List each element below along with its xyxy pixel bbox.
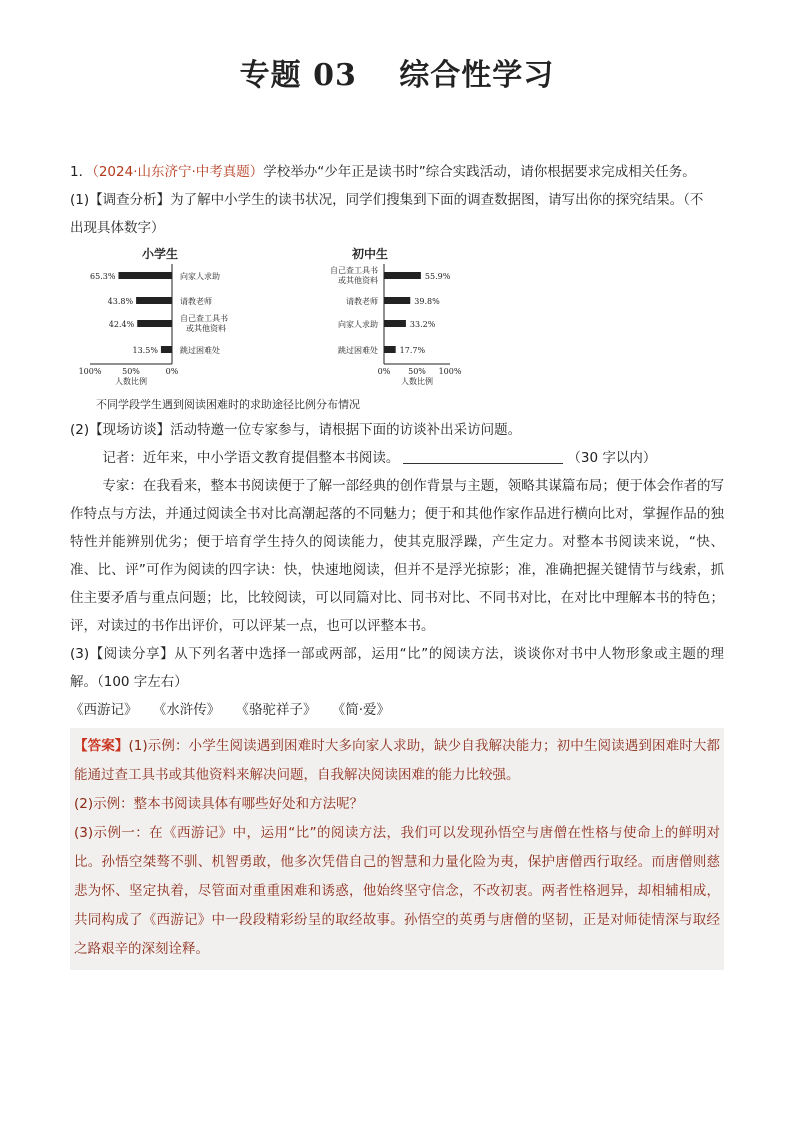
book-item: 《水浒传》	[159, 702, 221, 718]
expert-text: 专家：在我看来，整本书阅读便于了解一部经典的创作背景与主题，领略其谋篇布局；便于体会作者的写作特点与方法，并通过阅读全书对比高潮起落的不同魅力；便于和其他作家作品进行横向比对，掌握作品的独特性并能辨别优劣；便于培育学生持久的阅读能力，使其克服浮躁，产生定力。对整本书阅读来说，“快、准、比、评”可作为阅读的四字诀：快，快速地阅读，但并不是浮光掠影；准，准确把握关键情节与线索，抓住主要矛盾与重点问题；比，比较阅读，可以同篇对比、同书对比、不同书对比，在对比中理解本书的特色；评，对读过的书作出评价，可以评某一点，也可以评整本书。	[70, 478, 724, 634]
book-item: 《西游记》	[70, 702, 138, 718]
chart-title: 小学生	[141, 247, 179, 261]
reporter-text: 记者：近年来，中小学语文教育提倡整本书阅读。	[102, 450, 400, 466]
chart-value-label: 17.7%	[399, 346, 426, 355]
chart-value-label: 42.4%	[108, 320, 135, 329]
answer-3: (3)示例一：在《西游记》中，运用“比”的阅读方法，我们可以发现孙悟空与唐僧在性格与使命上的鲜明对比。孙悟空桀骜不驯、机智勇敢，他多次凭借自己的智慧和力量化险为夷，保护唐僧西行取经。而唐僧则慈悲为怀、坚定执着，尽管面对重重困难和诱惑，他始终坚守信念，不改初衷。两者性格迥异，却相辅相成，共同构成了《西游记》中一段段精彩纷呈的取经故事。孙悟空的英勇与唐僧的坚韧，正是对师徒情深与取经之路艰辛的深刻诠释。	[74, 825, 720, 957]
chart-category-label: 向家人求助	[338, 320, 378, 329]
chart-category-label: 或其他资料	[186, 324, 226, 333]
chart-bar	[161, 346, 172, 353]
reporter-line	[70, 444, 724, 472]
chart-category-label: 请教老师	[180, 297, 212, 306]
chart-tick-label: 100%	[78, 367, 102, 376]
chart-tick-label: 50%	[122, 367, 140, 376]
chart-title: 初中生	[351, 247, 389, 261]
chart-category-label: 自己查工具书	[330, 266, 378, 275]
chart-category-label: 自己查工具书	[180, 314, 228, 323]
book-list	[70, 696, 724, 724]
chart-bar	[384, 320, 406, 327]
chart-category-label: 跳过困难处	[338, 346, 378, 355]
answer-blank[interactable]	[403, 449, 563, 464]
part2-line	[70, 416, 724, 444]
chart-tick-label: 0%	[377, 367, 391, 376]
chart-category-label: 或其他资料	[338, 276, 378, 285]
chart-value-label: 39.8%	[414, 297, 440, 306]
answer-1-text: (1)示例：小学生阅读遇到困难时大多向家人求助，缺少自我解决能力；初中生阅读遇到困难时大都能通过查工具书或其他资料来解决问题，自我解决阅读困难的能力比较强。	[74, 738, 721, 783]
chart-bar	[137, 320, 172, 327]
part1-label: (1)【调查分析】	[70, 192, 171, 208]
part1-line-a	[70, 186, 724, 214]
book-item: 《骆驼祥子》	[242, 702, 317, 718]
answer-box	[70, 728, 724, 970]
part2-label: (2)【现场访谈】	[70, 422, 171, 438]
survey-charts	[70, 246, 724, 416]
chart-value-label: 13.5%	[132, 346, 158, 355]
chart-category-label: 跳过困难处	[180, 346, 220, 355]
chart-bar	[384, 297, 410, 304]
book-item: 《简·爱》	[338, 702, 391, 718]
chart-axis-label: 人数比例	[401, 377, 433, 386]
chart-tick-label: 0%	[165, 367, 179, 376]
chart-category-label: 请教老师	[346, 297, 378, 306]
chart-value-label: 33.2%	[409, 320, 436, 329]
part2-text: 活动特邀一位专家参与，请根据下面的访谈补出采访问题。	[170, 422, 522, 438]
part3-text: 从下列名著中选择一部或两部，运用“比”的阅读方法，谈谈你对书中人物形象或主题的理解。（100 字左右）	[70, 646, 724, 690]
answer-1	[74, 732, 720, 790]
question-number: 1．	[70, 164, 93, 180]
question-1-stem	[70, 158, 724, 186]
chart-value-label: 55.9%	[424, 272, 451, 281]
page-title: 专题 03 综合性学习	[239, 58, 555, 93]
part3-paragraph	[70, 640, 724, 696]
reporter-limit: （30 字以内）	[567, 450, 657, 466]
chart-bar	[384, 272, 421, 279]
survey-bar-charts	[78, 246, 464, 416]
chart-bar	[136, 297, 172, 304]
chart-tick-label: 50%	[408, 367, 426, 376]
chart-category-label: 向家人求助	[180, 272, 220, 281]
chart-axis-label: 人数比例	[115, 377, 147, 386]
part3-label: (3)【阅读分享】	[70, 646, 175, 662]
part1-text-a: 为了解中小学生的读书状况，同学们搜集到下面的调查数据图，请写出你的探究结果。（不	[170, 192, 704, 208]
chart-caption: 不同学段学生遇到阅读困难时的求助途径比例分布情况	[96, 398, 360, 411]
answer-tag: 【答案】	[74, 738, 129, 754]
chart-value-label: 65.3%	[90, 272, 116, 281]
chart-tick-label: 100%	[438, 367, 462, 376]
question-stem-text: 学校举办“少年正是读书时”综合实践活动，请你根据要求完成相关任务。	[263, 164, 696, 180]
answer-2: (2)示例：整本书阅读具体有哪些好处和方法呢？	[74, 796, 364, 812]
chart-bar	[384, 346, 396, 353]
part1-text-b: 出现具体数字）	[70, 220, 165, 236]
chart-bar	[118, 272, 172, 279]
chart-value-label: 43.8%	[107, 297, 134, 306]
question-source: （2024·山东济宁·中考真题）	[92, 164, 264, 180]
question-content	[70, 158, 724, 970]
